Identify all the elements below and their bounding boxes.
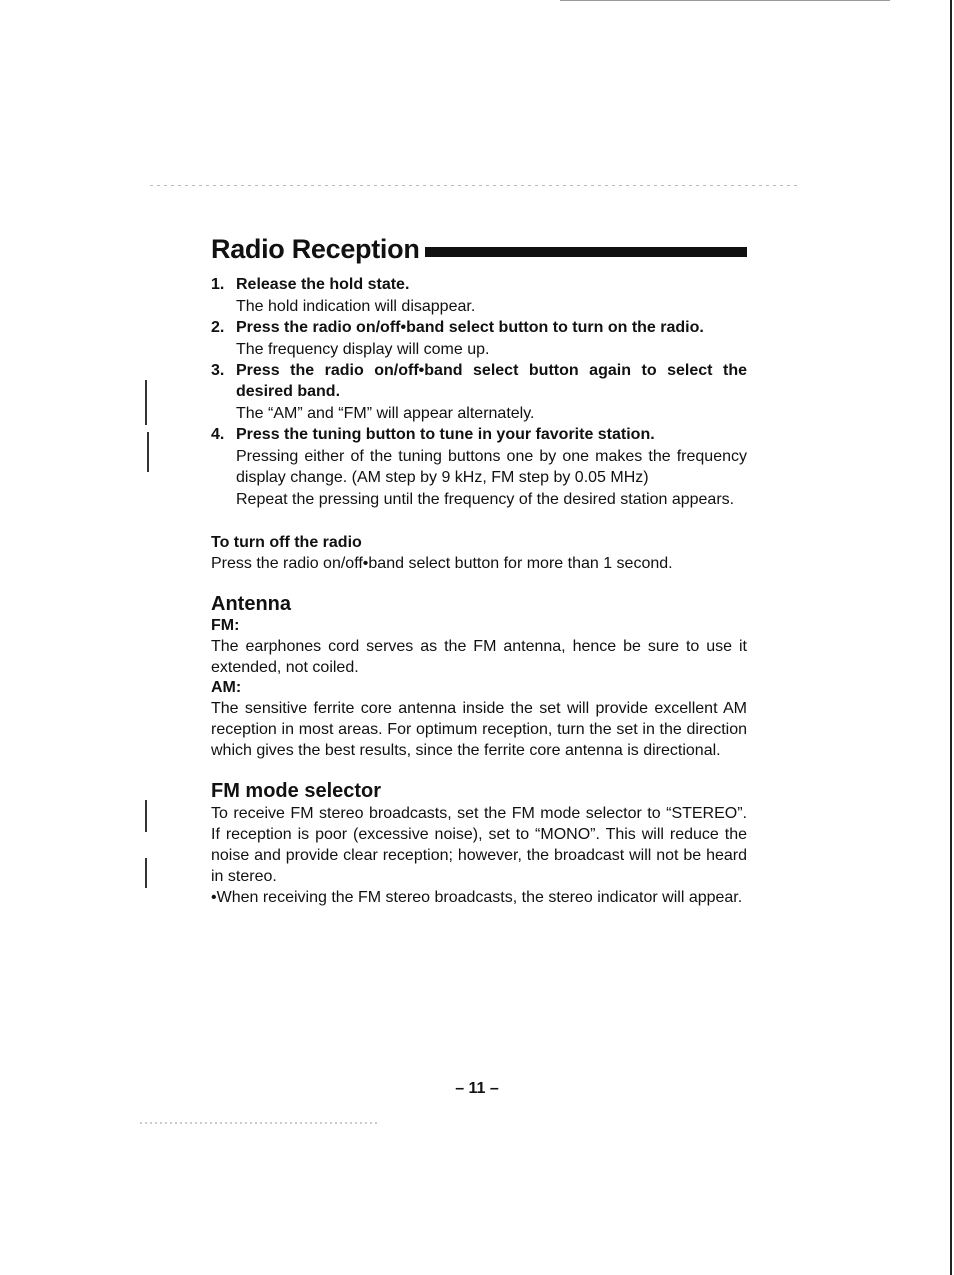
fm-mode-text: To receive FM stereo broadcasts, set the FM mode selector to “STEREO”. If reception is poor (excessive noise), set to “MONO”. This will reduce the noise and provide clear reception; however, the broadcast will not be heard in stereo. <box>211 805 747 885</box>
am-label: AM: <box>211 679 242 696</box>
margin-mark <box>145 800 147 832</box>
step-detail: Repeat the pressing until the frequency of the desired station appears. <box>236 491 735 508</box>
fm-label: FM: <box>211 617 240 634</box>
margin-mark <box>145 380 147 425</box>
step-detail: The “AM” and “FM” will appear alternately. <box>236 405 535 422</box>
step-2 <box>211 317 747 360</box>
turn-off-heading: To turn off the radio <box>211 534 362 551</box>
step-instruction: Press the radio on/off•band select button to turn on the radio. <box>236 319 704 336</box>
fm-antenna-text: The earphones cord serves as the FM antenna, hence be sure to use it extended, not coiled. <box>211 638 747 676</box>
scan-artifact <box>560 0 890 1</box>
step-instruction: Press the tuning button to tune in your favorite station. <box>236 426 655 443</box>
fm-mode-title: FM mode selector <box>211 780 382 802</box>
section-header <box>211 232 747 266</box>
step-detail: The frequency display will come up. <box>236 341 490 358</box>
stereo-indicator-note: •When receiving the FM stereo broadcasts, the stereo indicator will appear. <box>211 889 743 906</box>
turn-off-text: Press the radio on/off•band select button for more than 1 second. <box>211 555 673 572</box>
step-number: 1. <box>211 276 225 293</box>
step-detail: Pressing either of the tuning buttons one by one makes the frequency display change. (AM step by 9 kHz, FM step by 0.05 MHz) <box>236 448 747 486</box>
step-number: 4. <box>211 426 225 443</box>
manual-page-content <box>211 232 747 908</box>
step-number: 3. <box>211 362 225 379</box>
page-number: – 11 – <box>455 1080 499 1097</box>
step-detail: The hold indication will disappear. <box>236 298 476 315</box>
step-1 <box>211 274 747 317</box>
antenna-title: Antenna <box>211 593 291 615</box>
step-3 <box>211 360 747 424</box>
step-instruction: Press the radio on/off•band select button again to select the desired band. <box>236 362 747 400</box>
title-rule <box>425 247 747 257</box>
steps-list <box>211 274 747 510</box>
page-title: Radio Reception <box>211 233 420 264</box>
scan-artifact <box>140 1122 380 1124</box>
margin-mark <box>145 858 147 888</box>
step-4 <box>211 424 747 510</box>
step-number: 2. <box>211 319 225 336</box>
margin-mark <box>147 432 149 472</box>
step-instruction: Release the hold state. <box>236 276 410 293</box>
am-antenna-text: The sensitive ferrite core antenna inside the set will provide excellent AM reception in most areas. For optimum reception, turn the set in the direction which gives the best results, since the ferrite core antenna is directional. <box>211 700 747 759</box>
scan-artifact <box>150 185 800 186</box>
